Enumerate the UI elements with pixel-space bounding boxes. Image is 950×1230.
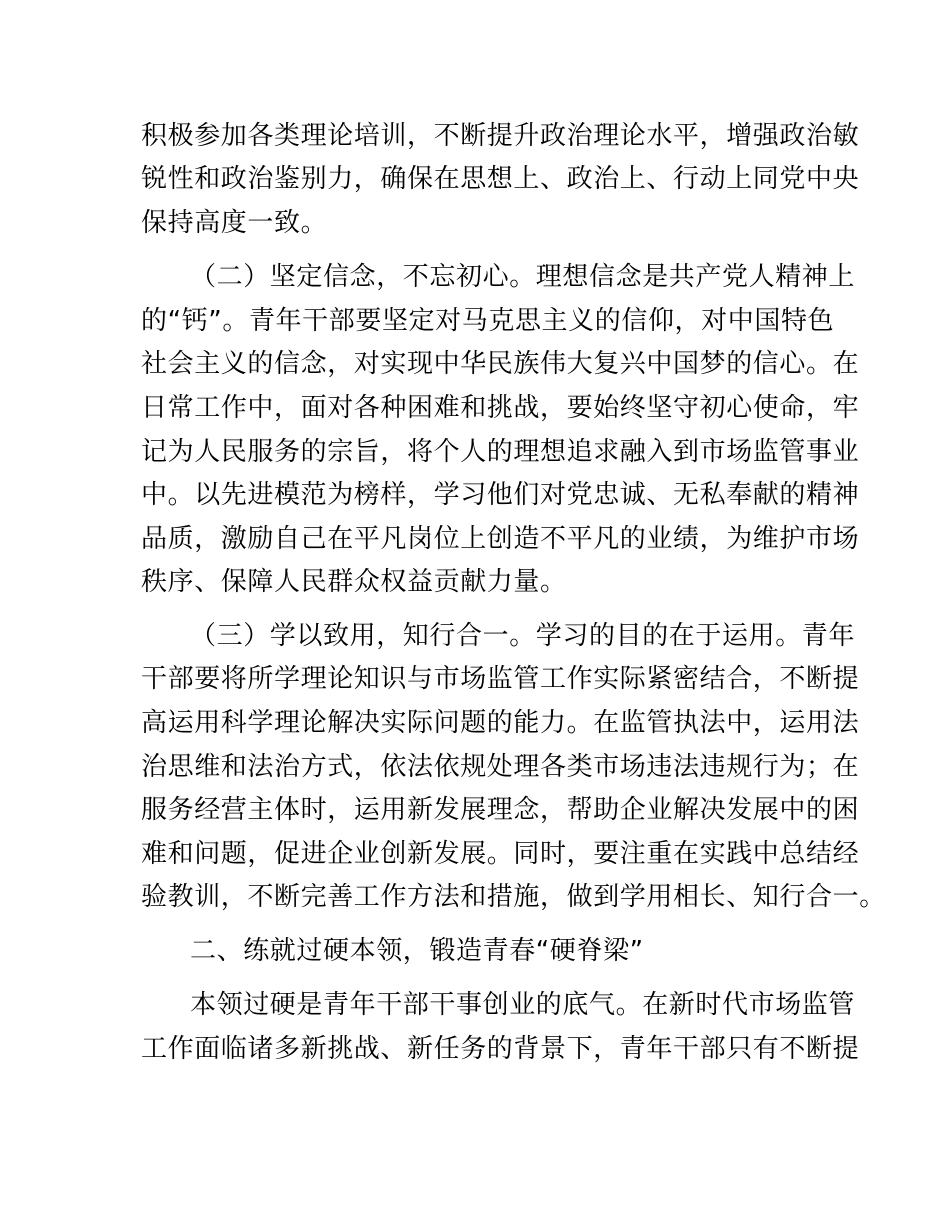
text-line: 保持高度一致。 bbox=[141, 208, 328, 238]
text-line: 秩序、保障人民群众权益贡献力量。 bbox=[141, 567, 567, 597]
text-line: 锐性和政治鉴别力，确保在思想上、政治上、行动上同党中央 bbox=[141, 164, 860, 194]
section-heading: 二、练就过硬本领，锻造青春“硬脊梁” bbox=[190, 936, 644, 966]
text-line: 验教训，不断完善工作方法和措施，做到学用相长、知行合一。 bbox=[141, 882, 886, 912]
text-line: 积极参加各类理论培训，不断提升政治理论水平，增强政治敏 bbox=[141, 121, 860, 151]
text-line: 本领过硬是青年干部干事创业的底气。在新时代市场监管 bbox=[190, 990, 856, 1020]
text-line: 干部要将所学理论知识与市场监管工作实际紧密结合，不断提 bbox=[141, 664, 860, 694]
text-line: 难和问题，促进企业创新发展。同时，要注重在实践中总结经 bbox=[141, 839, 860, 869]
text-line: 高运用科学理论解决实际问题的能力。在监管执法中，运用法 bbox=[141, 708, 860, 738]
text-line: 记为人民服务的宗旨，将个人的理想追求融入到市场监管事业 bbox=[141, 437, 860, 467]
text-line: 社会主义的信念，对实现中华民族伟大复兴中国梦的信心。在 bbox=[141, 349, 860, 379]
subsection-heading-line: （三）学以致用，知行合一。学习的目的在于运用。青年 bbox=[190, 621, 856, 651]
text-line: 的“钙”。青年干部要坚定对马克思主义的信仰，对中国特色 bbox=[141, 306, 835, 336]
text-line: 日常工作中，面对各种困难和挑战，要始终坚守初心使命，牢 bbox=[141, 393, 860, 423]
text-line: 中。以先进模范为榜样，学习他们对党忠诚、无私奉献的精神 bbox=[141, 480, 860, 510]
text-line: 工作面临诸多新挑战、新任务的背景下，青年干部只有不断提 bbox=[141, 1034, 860, 1064]
text-line: 品质，激励自己在平凡岗位上创造不平凡的业绩，为维护市场 bbox=[141, 524, 860, 554]
text-line: 服务经营主体时，运用新发展理念，帮助企业解决发展中的困 bbox=[141, 795, 860, 825]
subsection-heading-line: （二）坚定信念，不忘初心。理想信念是共产党人精神上 bbox=[190, 262, 856, 292]
text-line: 治思维和法治方式，依法依规处理各类市场违法违规行为；在 bbox=[141, 752, 860, 782]
